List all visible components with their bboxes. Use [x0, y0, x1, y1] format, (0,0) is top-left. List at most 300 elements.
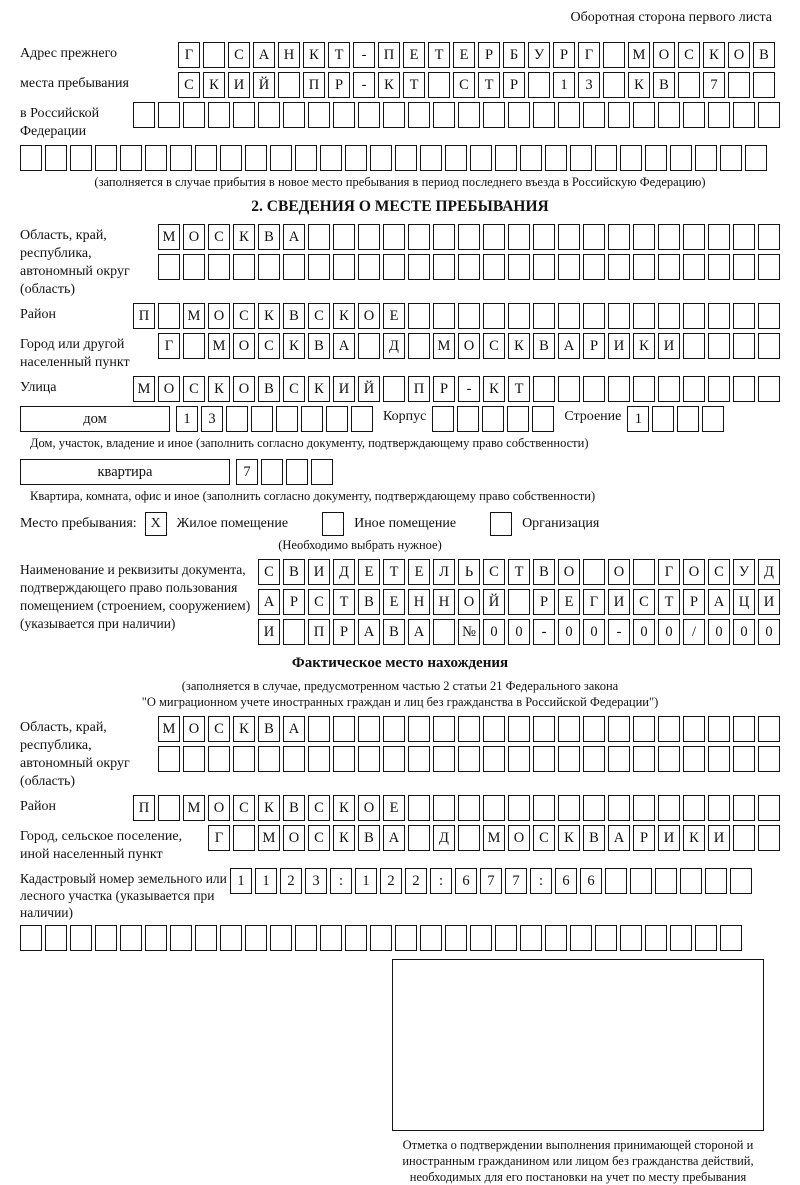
char-cell[interactable] — [608, 102, 630, 128]
char-cell[interactable] — [458, 716, 480, 742]
char-cell[interactable]: С — [453, 72, 475, 98]
char-cell[interactable]: С — [183, 376, 205, 402]
char-cell[interactable]: О — [208, 303, 230, 329]
char-cell[interactable] — [608, 376, 630, 402]
char-cell[interactable] — [583, 376, 605, 402]
char-cell[interactable] — [633, 102, 655, 128]
char-cell[interactable] — [483, 224, 505, 250]
char-cell[interactable]: О — [653, 42, 675, 68]
char-cell[interactable]: А — [558, 333, 580, 359]
char-cell[interactable] — [508, 795, 530, 821]
char-cell[interactable]: 6 — [555, 868, 577, 894]
char-cell[interactable] — [733, 746, 755, 772]
char-cell[interactable]: К — [233, 224, 255, 250]
char-cell[interactable] — [705, 868, 727, 894]
char-cell[interactable]: О — [558, 559, 580, 585]
char-cell[interactable]: В — [283, 795, 305, 821]
char-cell[interactable]: Т — [383, 559, 405, 585]
char-cell[interactable] — [558, 102, 580, 128]
char-cell[interactable]: Е — [453, 42, 475, 68]
char-cell[interactable]: Р — [633, 825, 655, 851]
char-cell[interactable] — [420, 925, 442, 951]
char-cell[interactable] — [351, 406, 373, 432]
char-cell[interactable]: М — [433, 333, 455, 359]
char-cell[interactable] — [683, 303, 705, 329]
char-cell[interactable] — [658, 224, 680, 250]
char-cell[interactable]: М — [158, 716, 180, 742]
char-cell[interactable]: Ц — [733, 589, 755, 615]
char-cell[interactable]: В — [258, 376, 280, 402]
char-cell[interactable]: Г — [583, 589, 605, 615]
char-cell[interactable]: 7 — [236, 459, 258, 485]
char-cell[interactable]: О — [683, 559, 705, 585]
char-cell[interactable] — [683, 224, 705, 250]
char-cell[interactable] — [533, 102, 555, 128]
char-cell[interactable] — [45, 145, 67, 171]
char-cell[interactable]: М — [258, 825, 280, 851]
char-cell[interactable] — [507, 406, 529, 432]
char-cell[interactable] — [677, 406, 699, 432]
char-cell[interactable] — [428, 72, 450, 98]
char-cell[interactable] — [183, 746, 205, 772]
char-cell[interactable]: Т — [328, 42, 350, 68]
char-cell[interactable]: С — [283, 376, 305, 402]
char-cell[interactable] — [433, 746, 455, 772]
char-cell[interactable] — [95, 145, 117, 171]
char-cell[interactable]: - — [608, 619, 630, 645]
char-cell[interactable]: 1 — [355, 868, 377, 894]
char-cell[interactable]: Д — [433, 825, 455, 851]
char-cell[interactable] — [720, 925, 742, 951]
char-cell[interactable]: В — [258, 224, 280, 250]
char-cell[interactable]: Р — [503, 72, 525, 98]
char-cell[interactable] — [733, 376, 755, 402]
char-cell[interactable] — [433, 619, 455, 645]
char-cell[interactable]: А — [283, 716, 305, 742]
char-cell[interactable] — [608, 224, 630, 250]
char-cell[interactable]: В — [753, 42, 775, 68]
char-cell[interactable] — [658, 716, 680, 742]
char-cell[interactable] — [733, 795, 755, 821]
char-cell[interactable] — [683, 102, 705, 128]
char-cell[interactable] — [333, 224, 355, 250]
char-cell[interactable] — [583, 303, 605, 329]
char-cell[interactable] — [708, 795, 730, 821]
char-cell[interactable]: Е — [383, 589, 405, 615]
char-cell[interactable]: 3 — [578, 72, 600, 98]
char-cell[interactable] — [203, 42, 225, 68]
char-cell[interactable]: 3 — [201, 406, 223, 432]
char-cell[interactable] — [733, 303, 755, 329]
char-cell[interactable] — [233, 254, 255, 280]
char-cell[interactable]: К — [308, 376, 330, 402]
char-cell[interactable]: К — [378, 72, 400, 98]
char-cell[interactable] — [133, 102, 155, 128]
char-cell[interactable]: С — [678, 42, 700, 68]
char-cell[interactable]: А — [258, 589, 280, 615]
char-cell[interactable] — [733, 716, 755, 742]
char-cell[interactable]: Р — [433, 376, 455, 402]
char-cell[interactable] — [533, 376, 555, 402]
char-cell[interactable]: - — [533, 619, 555, 645]
char-cell[interactable] — [220, 145, 242, 171]
char-cell[interactable] — [558, 254, 580, 280]
char-cell[interactable] — [261, 459, 283, 485]
char-cell[interactable] — [220, 925, 242, 951]
char-cell[interactable] — [458, 303, 480, 329]
char-cell[interactable]: О — [458, 333, 480, 359]
char-cell[interactable] — [558, 795, 580, 821]
char-cell[interactable] — [395, 925, 417, 951]
char-cell[interactable] — [183, 333, 205, 359]
char-cell[interactable] — [633, 224, 655, 250]
char-cell[interactable] — [683, 254, 705, 280]
checkbox-organization[interactable] — [490, 512, 512, 536]
char-cell[interactable] — [608, 254, 630, 280]
char-cell[interactable]: 0 — [508, 619, 530, 645]
char-cell[interactable]: О — [358, 303, 380, 329]
char-cell[interactable] — [733, 224, 755, 250]
char-cell[interactable] — [533, 303, 555, 329]
char-cell[interactable] — [758, 825, 780, 851]
char-cell[interactable] — [570, 925, 592, 951]
char-cell[interactable] — [483, 303, 505, 329]
char-cell[interactable] — [680, 868, 702, 894]
char-cell[interactable]: У — [733, 559, 755, 585]
char-cell[interactable]: Т — [508, 376, 530, 402]
char-cell[interactable] — [733, 102, 755, 128]
char-cell[interactable] — [678, 72, 700, 98]
char-cell[interactable]: И — [708, 825, 730, 851]
char-cell[interactable] — [245, 145, 267, 171]
char-cell[interactable] — [583, 254, 605, 280]
char-cell[interactable] — [258, 746, 280, 772]
char-cell[interactable]: А — [708, 589, 730, 615]
char-cell[interactable]: 0 — [583, 619, 605, 645]
char-cell[interactable] — [658, 254, 680, 280]
char-cell[interactable]: 7 — [505, 868, 527, 894]
char-cell[interactable] — [408, 716, 430, 742]
char-cell[interactable]: И — [758, 589, 780, 615]
char-cell[interactable] — [445, 145, 467, 171]
char-cell[interactable] — [95, 925, 117, 951]
char-cell[interactable]: М — [158, 224, 180, 250]
char-cell[interactable] — [345, 145, 367, 171]
char-cell[interactable] — [758, 224, 780, 250]
char-cell[interactable] — [483, 102, 505, 128]
char-cell[interactable]: - — [458, 376, 480, 402]
char-cell[interactable]: 1 — [627, 406, 649, 432]
char-cell[interactable]: Ь — [458, 559, 480, 585]
char-cell[interactable] — [532, 406, 554, 432]
char-cell[interactable] — [528, 72, 550, 98]
char-cell[interactable] — [233, 746, 255, 772]
char-cell[interactable]: К — [558, 825, 580, 851]
char-cell[interactable]: В — [583, 825, 605, 851]
char-cell[interactable] — [753, 72, 775, 98]
char-cell[interactable]: С — [178, 72, 200, 98]
char-cell[interactable]: О — [728, 42, 750, 68]
char-cell[interactable]: Р — [283, 589, 305, 615]
char-cell[interactable]: К — [628, 72, 650, 98]
char-cell[interactable] — [270, 925, 292, 951]
char-cell[interactable]: : — [530, 868, 552, 894]
char-cell[interactable] — [432, 406, 454, 432]
char-cell[interactable]: С — [258, 559, 280, 585]
char-cell[interactable]: Н — [408, 589, 430, 615]
char-cell[interactable]: С — [258, 333, 280, 359]
char-cell[interactable] — [433, 224, 455, 250]
char-cell[interactable]: Т — [478, 72, 500, 98]
char-cell[interactable] — [158, 746, 180, 772]
char-cell[interactable]: Г — [178, 42, 200, 68]
char-cell[interactable]: О — [208, 795, 230, 821]
char-cell[interactable]: Г — [158, 333, 180, 359]
char-cell[interactable]: П — [133, 795, 155, 821]
char-cell[interactable]: С — [208, 716, 230, 742]
char-cell[interactable] — [333, 716, 355, 742]
char-cell[interactable] — [208, 254, 230, 280]
char-cell[interactable] — [583, 224, 605, 250]
char-cell[interactable]: О — [508, 825, 530, 851]
char-cell[interactable] — [658, 795, 680, 821]
char-cell[interactable]: С — [483, 559, 505, 585]
char-cell[interactable]: В — [308, 333, 330, 359]
char-cell[interactable] — [333, 102, 355, 128]
char-cell[interactable] — [733, 254, 755, 280]
char-cell[interactable] — [483, 746, 505, 772]
char-cell[interactable] — [433, 254, 455, 280]
char-cell[interactable] — [70, 925, 92, 951]
char-cell[interactable]: К — [483, 376, 505, 402]
char-cell[interactable] — [655, 868, 677, 894]
char-cell[interactable]: В — [283, 559, 305, 585]
char-cell[interactable] — [308, 746, 330, 772]
char-cell[interactable]: К — [683, 825, 705, 851]
char-cell[interactable] — [758, 333, 780, 359]
char-cell[interactable] — [370, 925, 392, 951]
char-cell[interactable]: М — [628, 42, 650, 68]
char-cell[interactable]: 2 — [405, 868, 427, 894]
char-cell[interactable] — [433, 716, 455, 742]
char-cell[interactable]: 6 — [455, 868, 477, 894]
char-cell[interactable]: К — [333, 825, 355, 851]
char-cell[interactable]: Т — [508, 559, 530, 585]
char-cell[interactable]: К — [333, 303, 355, 329]
char-cell[interactable] — [458, 825, 480, 851]
char-cell[interactable] — [595, 925, 617, 951]
char-cell[interactable]: С — [233, 303, 255, 329]
char-cell[interactable] — [633, 746, 655, 772]
char-cell[interactable]: Н — [433, 589, 455, 615]
char-cell[interactable]: 0 — [483, 619, 505, 645]
char-cell[interactable] — [670, 145, 692, 171]
char-cell[interactable] — [520, 145, 542, 171]
char-cell[interactable] — [445, 925, 467, 951]
char-cell[interactable] — [408, 303, 430, 329]
char-cell[interactable] — [620, 925, 642, 951]
char-cell[interactable] — [258, 102, 280, 128]
char-cell[interactable]: В — [533, 333, 555, 359]
char-cell[interactable] — [370, 145, 392, 171]
char-cell[interactable]: 1 — [255, 868, 277, 894]
char-cell[interactable]: Т — [403, 72, 425, 98]
char-cell[interactable]: В — [358, 589, 380, 615]
kvartira-type-box[interactable]: квартира — [20, 459, 230, 485]
char-cell[interactable]: К — [233, 716, 255, 742]
char-cell[interactable] — [708, 376, 730, 402]
char-cell[interactable] — [251, 406, 273, 432]
char-cell[interactable]: О — [358, 795, 380, 821]
char-cell[interactable] — [720, 145, 742, 171]
char-cell[interactable] — [508, 254, 530, 280]
char-cell[interactable] — [583, 795, 605, 821]
char-cell[interactable] — [276, 406, 298, 432]
char-cell[interactable] — [702, 406, 724, 432]
char-cell[interactable] — [758, 716, 780, 742]
char-cell[interactable] — [533, 795, 555, 821]
char-cell[interactable]: 0 — [758, 619, 780, 645]
char-cell[interactable] — [633, 376, 655, 402]
char-cell[interactable] — [620, 145, 642, 171]
char-cell[interactable] — [383, 376, 405, 402]
char-cell[interactable] — [603, 72, 625, 98]
char-cell[interactable] — [183, 102, 205, 128]
char-cell[interactable] — [533, 746, 555, 772]
char-cell[interactable]: П — [303, 72, 325, 98]
char-cell[interactable]: 1 — [176, 406, 198, 432]
char-cell[interactable] — [308, 102, 330, 128]
char-cell[interactable] — [708, 224, 730, 250]
char-cell[interactable]: Г — [208, 825, 230, 851]
char-cell[interactable] — [208, 102, 230, 128]
char-cell[interactable] — [482, 406, 504, 432]
char-cell[interactable] — [308, 716, 330, 742]
char-cell[interactable] — [395, 145, 417, 171]
char-cell[interactable] — [608, 716, 630, 742]
char-cell[interactable] — [308, 224, 330, 250]
char-cell[interactable] — [558, 303, 580, 329]
char-cell[interactable] — [683, 746, 705, 772]
char-cell[interactable]: К — [703, 42, 725, 68]
char-cell[interactable] — [226, 406, 248, 432]
char-cell[interactable] — [408, 224, 430, 250]
char-cell[interactable] — [583, 559, 605, 585]
char-cell[interactable]: А — [408, 619, 430, 645]
char-cell[interactable]: А — [358, 619, 380, 645]
char-cell[interactable]: Т — [658, 589, 680, 615]
char-cell[interactable] — [458, 746, 480, 772]
char-cell[interactable] — [608, 303, 630, 329]
char-cell[interactable] — [508, 716, 530, 742]
char-cell[interactable]: С — [633, 589, 655, 615]
char-cell[interactable] — [420, 145, 442, 171]
char-cell[interactable]: В — [358, 825, 380, 851]
char-cell[interactable] — [120, 145, 142, 171]
char-cell[interactable] — [758, 102, 780, 128]
char-cell[interactable]: В — [283, 303, 305, 329]
char-cell[interactable] — [583, 746, 605, 772]
char-cell[interactable] — [758, 795, 780, 821]
char-cell[interactable] — [278, 72, 300, 98]
char-cell[interactable] — [358, 333, 380, 359]
char-cell[interactable] — [695, 925, 717, 951]
char-cell[interactable] — [170, 145, 192, 171]
char-cell[interactable] — [158, 254, 180, 280]
char-cell[interactable]: Р — [328, 72, 350, 98]
char-cell[interactable] — [683, 716, 705, 742]
char-cell[interactable]: Й — [358, 376, 380, 402]
char-cell[interactable]: Р — [583, 333, 605, 359]
char-cell[interactable] — [458, 254, 480, 280]
char-cell[interactable] — [758, 376, 780, 402]
char-cell[interactable] — [758, 746, 780, 772]
char-cell[interactable] — [383, 716, 405, 742]
char-cell[interactable]: П — [408, 376, 430, 402]
char-cell[interactable]: С — [708, 559, 730, 585]
char-cell[interactable]: С — [483, 333, 505, 359]
char-cell[interactable] — [358, 746, 380, 772]
char-cell[interactable] — [733, 333, 755, 359]
char-cell[interactable] — [183, 254, 205, 280]
char-cell[interactable]: О — [458, 589, 480, 615]
char-cell[interactable]: П — [308, 619, 330, 645]
char-cell[interactable]: 0 — [558, 619, 580, 645]
char-cell[interactable] — [457, 406, 479, 432]
char-cell[interactable] — [358, 716, 380, 742]
char-cell[interactable]: - — [353, 72, 375, 98]
char-cell[interactable]: Н — [278, 42, 300, 68]
char-cell[interactable] — [258, 254, 280, 280]
char-cell[interactable]: М — [133, 376, 155, 402]
char-cell[interactable] — [633, 254, 655, 280]
char-cell[interactable]: Г — [658, 559, 680, 585]
char-cell[interactable]: С — [308, 795, 330, 821]
char-cell[interactable] — [470, 145, 492, 171]
char-cell[interactable] — [633, 716, 655, 742]
char-cell[interactable]: В — [653, 72, 675, 98]
char-cell[interactable]: В — [258, 716, 280, 742]
char-cell[interactable]: Е — [403, 42, 425, 68]
char-cell[interactable] — [408, 795, 430, 821]
char-cell[interactable] — [245, 925, 267, 951]
char-cell[interactable]: У — [528, 42, 550, 68]
char-cell[interactable]: С — [233, 795, 255, 821]
char-cell[interactable]: К — [258, 795, 280, 821]
char-cell[interactable]: / — [683, 619, 705, 645]
char-cell[interactable]: А — [283, 224, 305, 250]
char-cell[interactable] — [195, 145, 217, 171]
char-cell[interactable] — [470, 925, 492, 951]
char-cell[interactable]: О — [233, 333, 255, 359]
char-cell[interactable] — [558, 376, 580, 402]
char-cell[interactable]: С — [308, 825, 330, 851]
char-cell[interactable] — [408, 825, 430, 851]
char-cell[interactable]: В — [383, 619, 405, 645]
char-cell[interactable]: М — [483, 825, 505, 851]
char-cell[interactable]: М — [183, 303, 205, 329]
char-cell[interactable]: М — [208, 333, 230, 359]
char-cell[interactable] — [508, 303, 530, 329]
char-cell[interactable] — [458, 795, 480, 821]
char-cell[interactable]: М — [183, 795, 205, 821]
char-cell[interactable] — [408, 102, 430, 128]
char-cell[interactable]: Р — [333, 619, 355, 645]
char-cell[interactable]: : — [330, 868, 352, 894]
char-cell[interactable]: К — [203, 72, 225, 98]
char-cell[interactable] — [658, 746, 680, 772]
char-cell[interactable] — [283, 746, 305, 772]
